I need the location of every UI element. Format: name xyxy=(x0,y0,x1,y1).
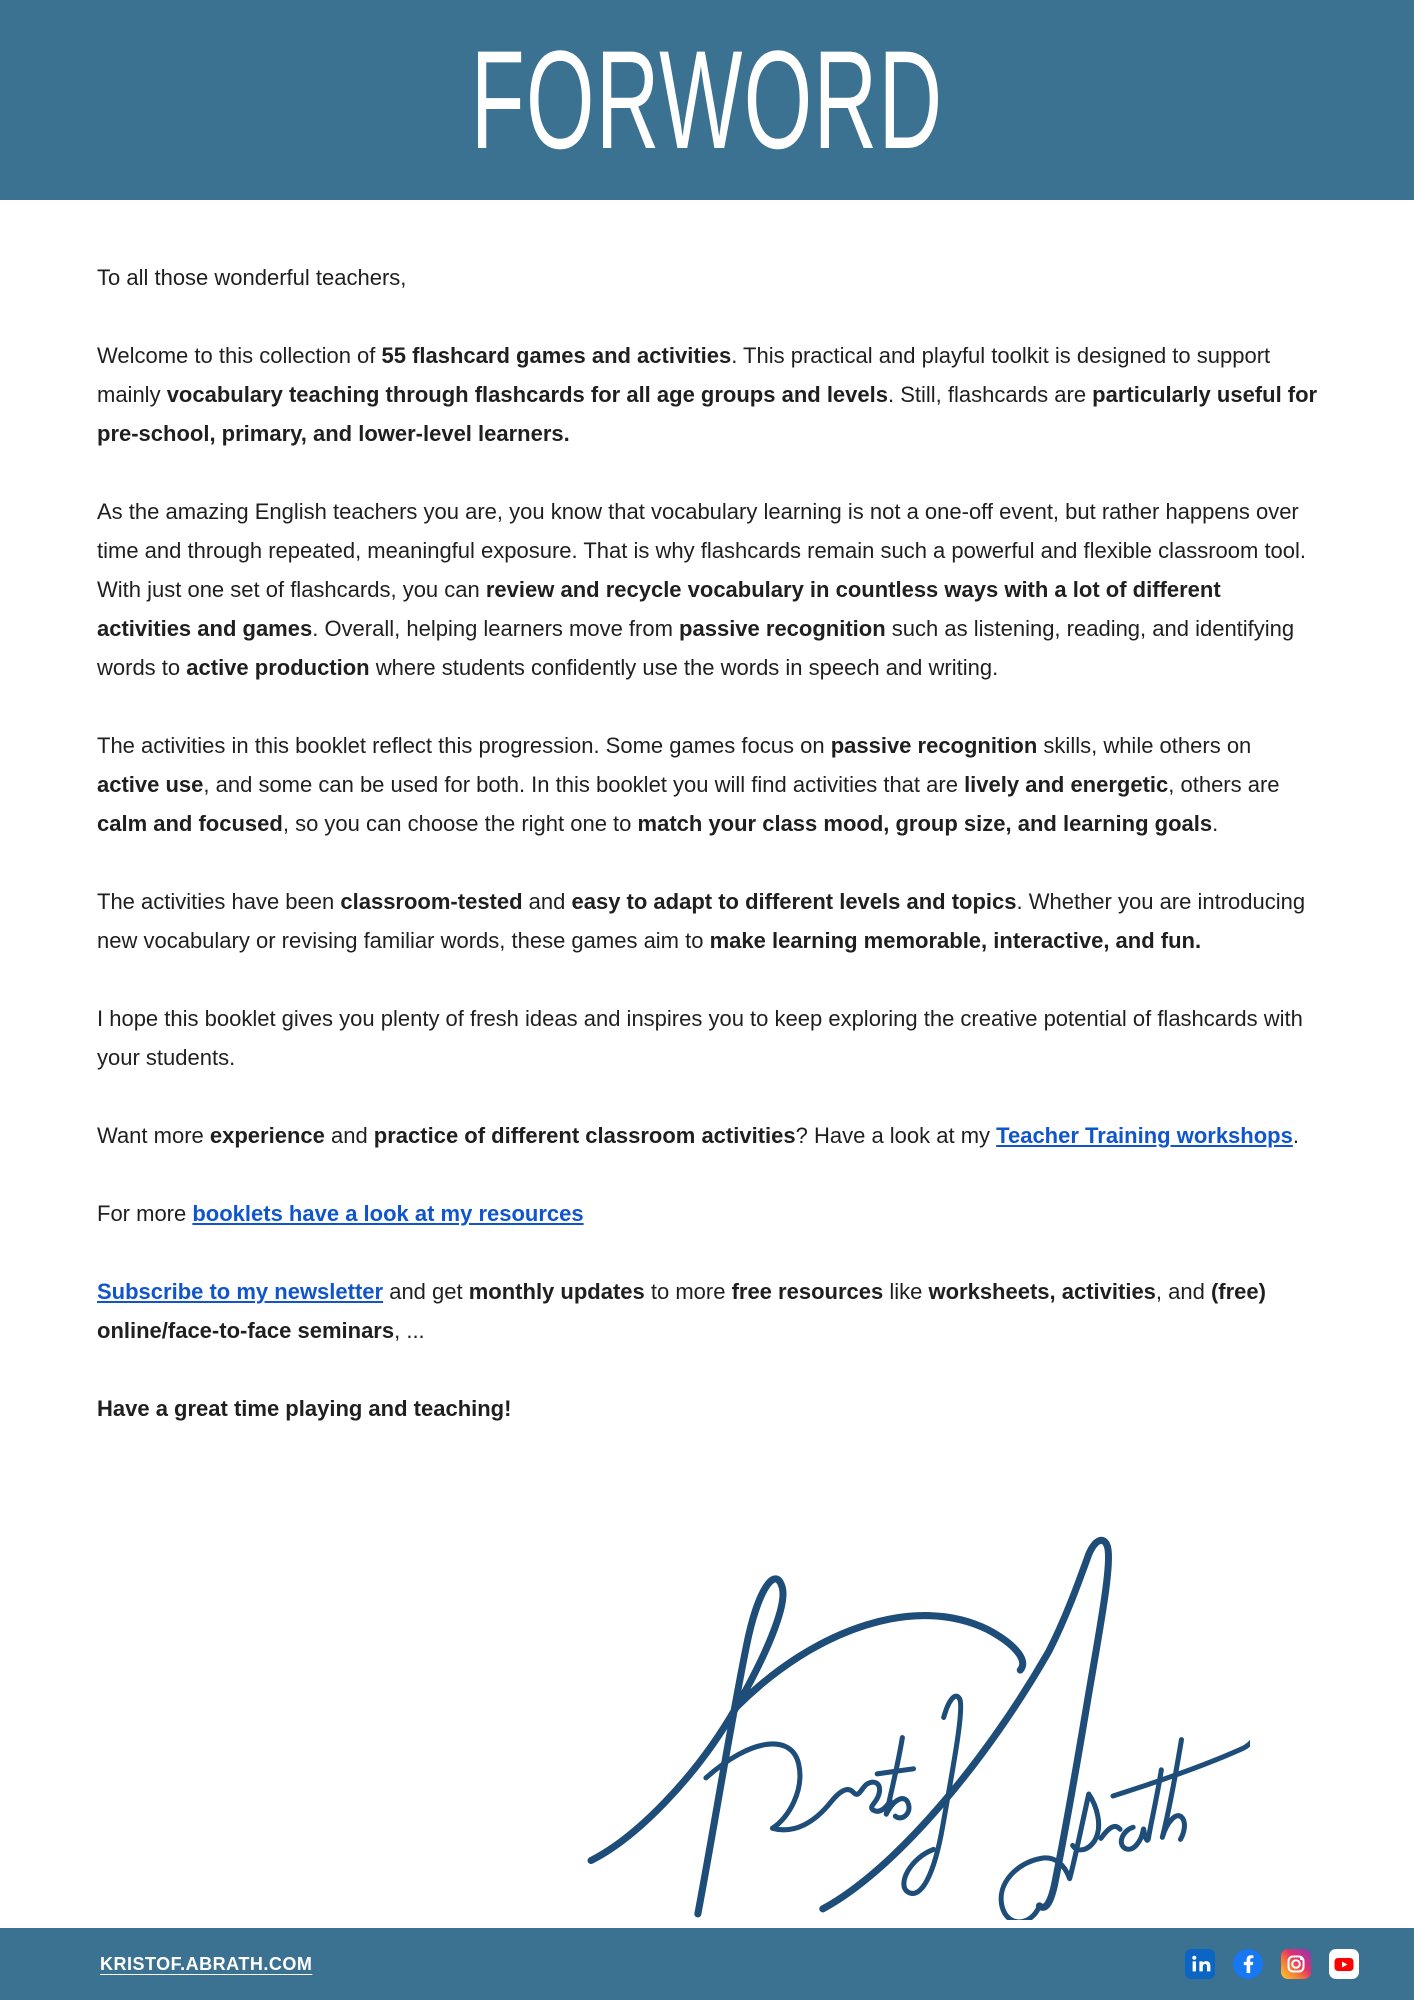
text-run: The activities have been xyxy=(97,889,341,914)
paragraph xyxy=(97,1389,1319,1428)
text-run: For more xyxy=(97,1201,193,1226)
signature-handwriting xyxy=(585,1535,1250,1920)
bold-text-run: classroom-tested xyxy=(340,889,523,914)
social-icons xyxy=(1185,1949,1359,1979)
text-run: . This practical and playful toolkit is designed to support mainly xyxy=(97,343,1271,407)
bold-text-run: make learning memorable, interactive, and fun. xyxy=(709,928,1202,953)
bold-text-run: active use xyxy=(97,772,204,797)
bold-text-run: Have a great time playing and teaching! xyxy=(97,1396,512,1421)
text-run: like xyxy=(883,1279,929,1304)
page-title: FORWORD xyxy=(470,21,944,178)
bold-text-run: experience xyxy=(209,1123,325,1148)
text-run: I hope this booklet gives you plenty of fresh ideas and inspires you to keep exploring the creative potential of flashcards with your students. xyxy=(97,1006,1303,1070)
footer-bar xyxy=(0,1928,1414,2000)
text-run: ? Have a look at my xyxy=(795,1123,997,1148)
text-run: to more xyxy=(644,1279,732,1304)
bold-text-run: vocabulary teaching through flashcards for all age groups and levels xyxy=(166,382,888,407)
text-run: . xyxy=(1212,811,1219,836)
paragraph xyxy=(97,1116,1319,1155)
bold-text-run: particularly useful for pre-school, primary, and lower-level learners. xyxy=(97,382,1318,446)
paragraph xyxy=(97,336,1319,453)
bold-text-run: passive recognition xyxy=(679,616,886,641)
text-run: , and some can be used for both. In this booklet you will find activities that are xyxy=(203,772,965,797)
bold-text-run: match your class mood, group size, and learning goals xyxy=(637,811,1213,836)
bold-text-run: active production xyxy=(186,655,370,680)
bold-text-run: (free) online/face-to-face seminars xyxy=(97,1279,1266,1343)
text-run: . Overall, helping learners move from xyxy=(312,616,680,641)
facebook-icon[interactable] xyxy=(1233,1949,1263,1979)
footer-site-link[interactable]: KRISTOF.ABRATH.COM xyxy=(100,1953,313,1974)
bold-text-run: practice of different classroom activities xyxy=(373,1123,796,1148)
text-link[interactable]: booklets have a look at my resources xyxy=(192,1201,584,1226)
paragraph xyxy=(97,1194,1319,1233)
text-run: Want more xyxy=(97,1123,210,1148)
paragraph xyxy=(97,882,1319,960)
text-run: and get xyxy=(383,1279,469,1304)
text-run: The activities in this booklet reflect this progression. Some games focus on xyxy=(97,733,831,758)
text-run: . Whether you are introducing new vocabulary or revising familiar words, these games aim to xyxy=(97,889,1306,953)
text-run: where students confidently use the words in speech and writing. xyxy=(369,655,999,680)
bold-text-run: calm and focused xyxy=(97,811,283,836)
bold-text-run: monthly updates xyxy=(468,1279,645,1304)
linkedin-icon[interactable] xyxy=(1185,1949,1215,1979)
paragraph xyxy=(97,1272,1319,1350)
text-run: , so you can choose the right one to xyxy=(282,811,638,836)
bold-text-run: review and recycle vocabulary in countless ways with a lot of different activities and games xyxy=(97,577,1221,641)
bold-text-run: worksheets, activities xyxy=(928,1279,1156,1304)
paragraph xyxy=(97,999,1319,1077)
body-paragraphs xyxy=(0,200,1414,1428)
youtube-icon[interactable] xyxy=(1329,1949,1359,1979)
text-run: , and xyxy=(1155,1279,1211,1304)
text-run: To all those wonderful teachers, xyxy=(97,265,407,290)
text-run: . Still, flashcards are xyxy=(887,382,1093,407)
text-run: such as listening, reading, and identifying words to xyxy=(97,616,1295,680)
instagram-icon[interactable] xyxy=(1281,1949,1311,1979)
bold-text-run: easy to adapt to different levels and topics xyxy=(571,889,1017,914)
text-run: and xyxy=(522,889,572,914)
bold-text-run: lively and energetic xyxy=(964,772,1169,797)
text-run: Welcome to this collection of xyxy=(97,343,382,368)
text-run: , others are xyxy=(1168,772,1280,797)
text-run: skills, while others on xyxy=(1037,733,1252,758)
text-run: . xyxy=(1292,1123,1299,1148)
text-run: , ... xyxy=(394,1318,425,1343)
text-link[interactable]: Subscribe to my newsletter xyxy=(97,1279,384,1304)
paragraph xyxy=(97,726,1319,843)
paragraph xyxy=(97,492,1319,687)
text-link[interactable]: Teacher Training workshops xyxy=(996,1123,1293,1148)
bold-text-run: passive recognition xyxy=(830,733,1038,758)
bold-text-run: free resources xyxy=(731,1279,884,1304)
text-run: As the amazing English teachers you are, you know that vocabulary learning is not a one-off event, but rather happens over time and through repeated, meaningful exposure. That is why flashcards remain such a powerful and flexible classroom tool. With just one set of flashcards, you can xyxy=(97,499,1307,602)
text-run: and xyxy=(324,1123,374,1148)
bold-text-run: 55 flashcard games and activities xyxy=(381,343,732,368)
paragraph xyxy=(97,258,1319,297)
title-banner xyxy=(0,0,1414,200)
